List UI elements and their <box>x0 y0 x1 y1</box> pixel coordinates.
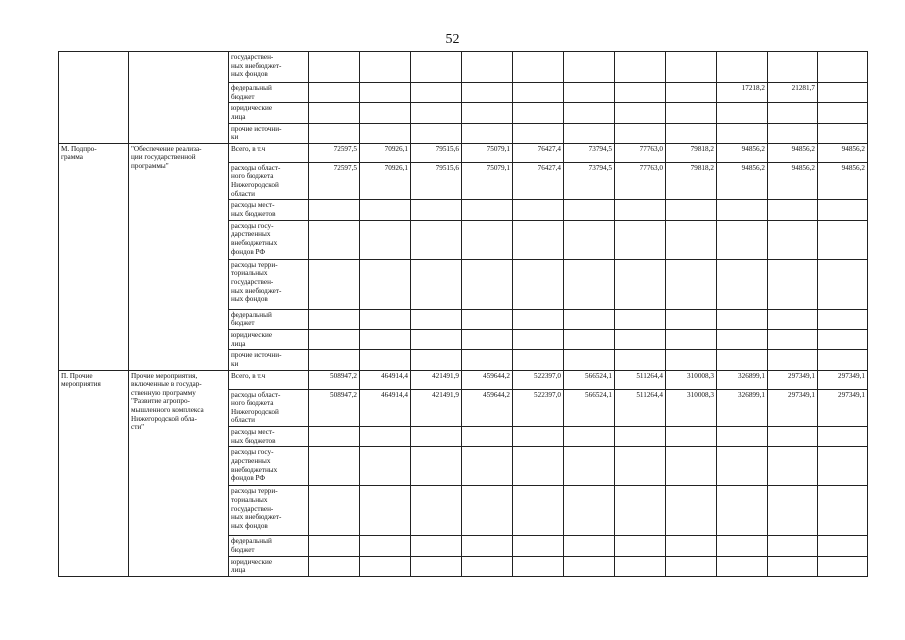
value-cell <box>360 83 411 103</box>
value-cell <box>462 200 513 220</box>
value-cell <box>462 350 513 370</box>
value-cell <box>818 556 868 576</box>
value-cell <box>818 447 868 486</box>
value-cell <box>666 536 717 556</box>
funding-source-cell: юридические лица <box>229 329 309 349</box>
value-cell <box>615 52 666 83</box>
value-cell <box>768 447 818 486</box>
funding-source-cell: Всего, в т.ч <box>229 143 309 162</box>
value-cell <box>513 259 564 309</box>
value-cell <box>717 329 768 349</box>
value-cell <box>818 52 868 83</box>
value-cell <box>462 427 513 447</box>
value-cell: 511264,4 <box>615 389 666 427</box>
value-cell <box>717 556 768 576</box>
value-cell <box>462 556 513 576</box>
value-cell <box>411 200 462 220</box>
value-cell <box>768 329 818 349</box>
value-cell <box>615 427 666 447</box>
funding-source-cell: расходы госу- дарственных внебюджетных фондов РФ <box>229 447 309 486</box>
value-cell <box>513 447 564 486</box>
value-cell <box>717 309 768 329</box>
value-cell <box>360 220 411 259</box>
value-cell <box>462 259 513 309</box>
value-cell <box>309 556 360 576</box>
value-cell: 77763,0 <box>615 143 666 162</box>
value-cell: 79515,6 <box>411 162 462 200</box>
value-cell <box>615 83 666 103</box>
value-cell <box>411 259 462 309</box>
value-cell <box>615 103 666 123</box>
value-cell <box>768 536 818 556</box>
value-cell <box>564 83 615 103</box>
value-cell: 79515,6 <box>411 143 462 162</box>
value-cell <box>309 220 360 259</box>
value-cell: 297349,1 <box>768 389 818 427</box>
funding-source-cell: юридические лица <box>229 556 309 576</box>
value-cell <box>564 329 615 349</box>
value-cell: 522397,0 <box>513 370 564 389</box>
value-cell <box>411 309 462 329</box>
value-cell: 326899,1 <box>717 389 768 427</box>
value-cell <box>360 123 411 143</box>
value-cell <box>309 103 360 123</box>
value-cell <box>564 350 615 370</box>
value-cell <box>513 536 564 556</box>
value-cell <box>564 220 615 259</box>
value-cell <box>462 309 513 329</box>
value-cell <box>615 536 666 556</box>
value-cell <box>360 427 411 447</box>
value-cell <box>513 220 564 259</box>
value-cell: 94856,2 <box>768 162 818 200</box>
value-cell: 297349,1 <box>818 389 868 427</box>
value-cell <box>411 556 462 576</box>
value-cell <box>666 350 717 370</box>
value-cell: 511264,4 <box>615 370 666 389</box>
value-cell <box>615 259 666 309</box>
value-cell <box>717 103 768 123</box>
value-cell: 72597,5 <box>309 162 360 200</box>
value-cell <box>768 259 818 309</box>
value-cell <box>615 309 666 329</box>
value-cell <box>564 259 615 309</box>
value-cell <box>564 447 615 486</box>
value-cell <box>513 556 564 576</box>
value-cell: 94856,2 <box>717 143 768 162</box>
value-cell: 79818,2 <box>666 143 717 162</box>
value-cell <box>411 427 462 447</box>
value-cell: 297349,1 <box>818 370 868 389</box>
funding-source-cell: расходы терри- ториальных государствен- ных внебюджет- ных фондов <box>229 486 309 536</box>
value-cell <box>666 486 717 536</box>
value-cell <box>462 103 513 123</box>
value-cell <box>360 309 411 329</box>
funding-source-cell: расходы област- ного бюджета Нижегородской области <box>229 389 309 427</box>
value-cell <box>768 200 818 220</box>
value-cell <box>564 536 615 556</box>
value-cell: 70926,1 <box>360 162 411 200</box>
value-cell <box>615 200 666 220</box>
value-cell <box>462 52 513 83</box>
value-cell <box>309 200 360 220</box>
funding-source-cell: федеральный бюджет <box>229 309 309 329</box>
funding-source-cell: расходы терри- ториальных государствен- ных внебюджет- ных фондов <box>229 259 309 309</box>
value-cell <box>564 486 615 536</box>
value-cell <box>513 486 564 536</box>
value-cell: 522397,0 <box>513 389 564 427</box>
value-cell <box>564 103 615 123</box>
value-cell <box>717 259 768 309</box>
funding-source-cell: расходы мест- ных бюджетов <box>229 427 309 447</box>
value-cell <box>768 309 818 329</box>
program-description-cell <box>129 52 229 144</box>
program-description-cell: Прочие мероприятия, включенные в государ- ственную программу "Развитие агропро- мышленного комплекса Нижегородской обла- сти" <box>129 370 229 576</box>
value-cell <box>360 329 411 349</box>
value-cell: 72597,5 <box>309 143 360 162</box>
value-cell <box>411 103 462 123</box>
value-cell <box>818 103 868 123</box>
value-cell: 94856,2 <box>768 143 818 162</box>
value-cell <box>564 200 615 220</box>
value-cell <box>513 52 564 83</box>
value-cell: 17218,2 <box>717 83 768 103</box>
funding-source-cell: прочие источни- ки <box>229 350 309 370</box>
value-cell <box>309 350 360 370</box>
value-cell <box>615 350 666 370</box>
value-cell <box>462 536 513 556</box>
value-cell: 70926,1 <box>360 143 411 162</box>
value-cell: 73794,5 <box>564 162 615 200</box>
value-cell <box>564 52 615 83</box>
value-cell <box>666 427 717 447</box>
program-name-cell: П. Прочие мероприятия <box>59 370 129 576</box>
value-cell <box>768 123 818 143</box>
value-cell: 464914,4 <box>360 370 411 389</box>
value-cell <box>360 200 411 220</box>
value-cell <box>818 329 868 349</box>
value-cell <box>818 200 868 220</box>
value-cell <box>564 427 615 447</box>
value-cell <box>564 309 615 329</box>
funding-source-cell: юридические лица <box>229 103 309 123</box>
value-cell <box>818 123 868 143</box>
value-cell <box>818 427 868 447</box>
value-cell <box>768 486 818 536</box>
value-cell <box>717 486 768 536</box>
program-name-cell: М. Подпро- грамма <box>59 143 129 370</box>
value-cell <box>309 123 360 143</box>
value-cell <box>309 309 360 329</box>
value-cell <box>360 447 411 486</box>
value-cell: 94856,2 <box>818 162 868 200</box>
funding-source-cell: Всего, в т.ч <box>229 370 309 389</box>
value-cell <box>513 123 564 143</box>
program-name-cell <box>59 52 129 144</box>
value-cell <box>666 123 717 143</box>
value-cell <box>411 123 462 143</box>
value-cell <box>717 123 768 143</box>
value-cell <box>666 309 717 329</box>
value-cell: 464914,4 <box>360 389 411 427</box>
value-cell <box>513 200 564 220</box>
value-cell <box>411 220 462 259</box>
value-cell <box>360 536 411 556</box>
table-row <box>59 143 868 162</box>
funding-source-cell: расходы госу- дарственных внебюджетных фондов РФ <box>229 220 309 259</box>
value-cell <box>462 220 513 259</box>
value-cell <box>309 259 360 309</box>
value-cell: 21281,7 <box>768 83 818 103</box>
value-cell <box>768 427 818 447</box>
value-cell <box>513 329 564 349</box>
value-cell <box>717 536 768 556</box>
value-cell <box>513 350 564 370</box>
value-cell <box>717 220 768 259</box>
value-cell <box>513 427 564 447</box>
program-description-cell: "Обеспечение реализа- ции государственной программы" <box>129 143 229 370</box>
value-cell <box>666 259 717 309</box>
value-cell <box>818 309 868 329</box>
value-cell <box>818 350 868 370</box>
value-cell <box>309 83 360 103</box>
value-cell: 459644,2 <box>462 389 513 427</box>
value-cell <box>717 350 768 370</box>
value-cell <box>717 427 768 447</box>
funding-source-cell: прочие источни- ки <box>229 123 309 143</box>
value-cell <box>309 536 360 556</box>
value-cell <box>666 329 717 349</box>
value-cell <box>615 447 666 486</box>
value-cell <box>615 556 666 576</box>
value-cell <box>309 427 360 447</box>
value-cell <box>768 556 818 576</box>
value-cell <box>818 486 868 536</box>
value-cell <box>462 486 513 536</box>
funding-source-cell: расходы мест- ных бюджетов <box>229 200 309 220</box>
value-cell <box>411 52 462 83</box>
value-cell <box>717 447 768 486</box>
value-cell <box>768 52 818 83</box>
value-cell: 326899,1 <box>717 370 768 389</box>
value-cell <box>360 259 411 309</box>
value-cell <box>615 329 666 349</box>
value-cell: 297349,1 <box>768 370 818 389</box>
value-cell <box>360 350 411 370</box>
value-cell <box>411 447 462 486</box>
funding-source-cell: расходы област- ного бюджета Нижегородской области <box>229 162 309 200</box>
value-cell <box>309 447 360 486</box>
value-cell: 566524,1 <box>564 370 615 389</box>
value-cell <box>513 83 564 103</box>
value-cell: 421491,9 <box>411 389 462 427</box>
value-cell <box>462 447 513 486</box>
value-cell <box>462 329 513 349</box>
value-cell: 310008,3 <box>666 370 717 389</box>
value-cell <box>360 103 411 123</box>
value-cell <box>513 309 564 329</box>
value-cell <box>818 536 868 556</box>
value-cell <box>768 103 818 123</box>
value-cell <box>615 486 666 536</box>
value-cell <box>818 220 868 259</box>
value-cell <box>818 259 868 309</box>
value-cell: 566524,1 <box>564 389 615 427</box>
value-cell <box>411 486 462 536</box>
value-cell: 508947,2 <box>309 389 360 427</box>
value-cell <box>411 329 462 349</box>
value-cell <box>564 123 615 143</box>
value-cell <box>717 200 768 220</box>
value-cell: 421491,9 <box>411 370 462 389</box>
value-cell <box>666 200 717 220</box>
table-row <box>59 370 868 389</box>
value-cell <box>564 556 615 576</box>
value-cell: 459644,2 <box>462 370 513 389</box>
value-cell <box>360 486 411 536</box>
value-cell <box>666 447 717 486</box>
value-cell <box>666 83 717 103</box>
value-cell: 508947,2 <box>309 370 360 389</box>
value-cell: 76427,4 <box>513 162 564 200</box>
value-cell <box>666 220 717 259</box>
value-cell <box>360 556 411 576</box>
value-cell <box>666 52 717 83</box>
value-cell <box>411 350 462 370</box>
funding-source-cell: федеральный бюджет <box>229 536 309 556</box>
value-cell <box>615 123 666 143</box>
value-cell: 310008,3 <box>666 389 717 427</box>
value-cell <box>666 103 717 123</box>
value-cell: 79818,2 <box>666 162 717 200</box>
value-cell <box>411 83 462 103</box>
value-cell <box>462 123 513 143</box>
value-cell <box>615 220 666 259</box>
table-row <box>59 52 868 83</box>
funding-table <box>58 51 868 577</box>
value-cell: 94856,2 <box>818 143 868 162</box>
funding-source-cell: федеральный бюджет <box>229 83 309 103</box>
value-cell: 75079,1 <box>462 143 513 162</box>
funding-source-cell: государствен- ных внебюджет- ных фондов <box>229 52 309 83</box>
value-cell <box>818 83 868 103</box>
value-cell <box>309 486 360 536</box>
value-cell <box>309 52 360 83</box>
value-cell <box>513 103 564 123</box>
value-cell: 73794,5 <box>564 143 615 162</box>
value-cell <box>309 329 360 349</box>
value-cell: 75079,1 <box>462 162 513 200</box>
value-cell <box>360 52 411 83</box>
page-number: 52 <box>445 32 460 47</box>
value-cell <box>768 350 818 370</box>
value-cell <box>462 83 513 103</box>
value-cell: 77763,0 <box>615 162 666 200</box>
value-cell <box>411 536 462 556</box>
value-cell: 94856,2 <box>717 162 768 200</box>
value-cell <box>768 220 818 259</box>
value-cell <box>717 52 768 83</box>
value-cell <box>666 556 717 576</box>
value-cell: 76427,4 <box>513 143 564 162</box>
